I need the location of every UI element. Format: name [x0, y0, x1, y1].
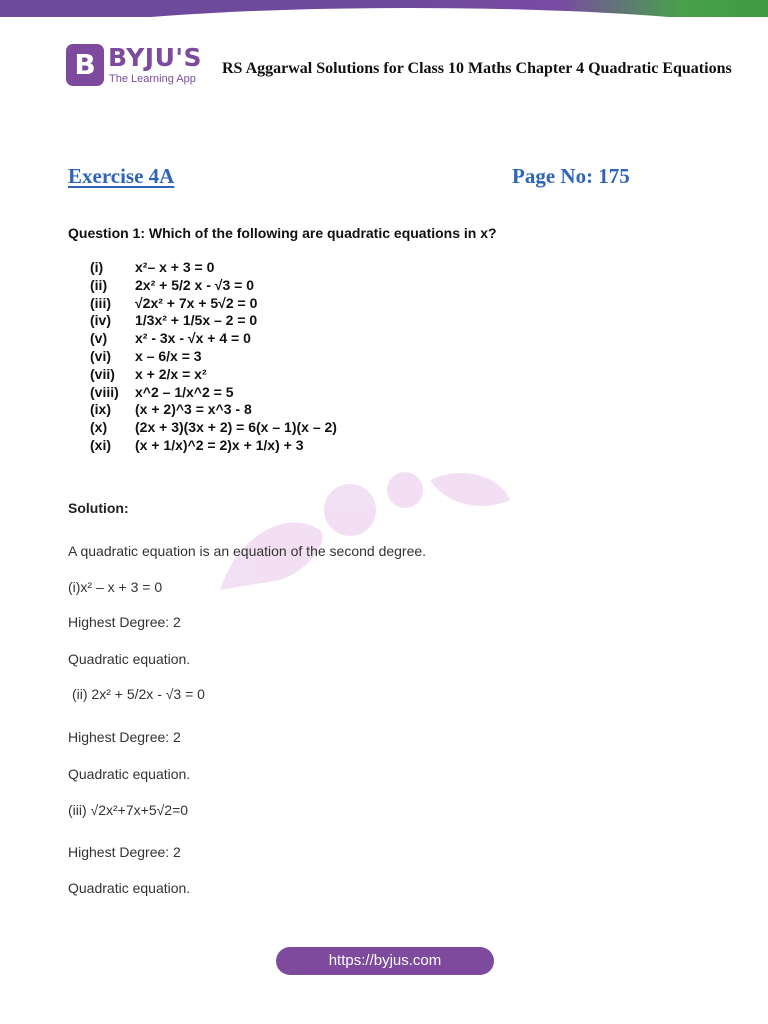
- logo-badge-icon: [66, 44, 104, 86]
- list-item: [90, 295, 337, 313]
- logo-tagline: The Learning App: [109, 73, 196, 85]
- solution-label: Solution:: [68, 500, 129, 516]
- item-number: (vii): [90, 365, 115, 382]
- item-number: (xi): [90, 436, 111, 453]
- item-equation: (x + 2)^3 = x^3 - 8: [135, 401, 252, 418]
- item-equation: (2x + 3)(3x + 2) = 6(x – 1)(x – 2): [135, 419, 337, 436]
- item-equation: x – 6/x = 3: [135, 347, 202, 364]
- item-equation: √2x² + 7x + 5√2 = 0: [135, 294, 258, 311]
- item-number: (iv): [90, 312, 111, 329]
- solution-degree-ii: Highest Degree: 2: [68, 729, 181, 745]
- solution-result-i: Quadratic equation.: [68, 651, 191, 667]
- list-item: [90, 437, 337, 455]
- list-item: [90, 384, 337, 402]
- item-number: (ii): [90, 276, 108, 293]
- equation-list: [90, 259, 337, 455]
- item-equation: (x + 1/x)^2 = 2)x + 1/x) + 3: [135, 436, 304, 453]
- list-item: [90, 312, 337, 330]
- solution-degree-iii: Highest Degree: 2: [68, 844, 181, 860]
- item-equation: x² - 3x - √x + 4 = 0: [135, 330, 251, 347]
- logo-brand-name: BYJU'S: [108, 43, 203, 72]
- list-item: [90, 401, 337, 419]
- watermark-logo: [200, 470, 530, 600]
- list-item: [90, 366, 337, 384]
- solution-result-ii: Quadratic equation.: [68, 766, 191, 782]
- item-number: (ix): [90, 401, 111, 418]
- solution-equation-ii: (ii) 2x² + 5/2x - √3 = 0: [72, 686, 205, 702]
- item-number: (vi): [90, 347, 111, 364]
- exercise-heading: Exercise 4A: [68, 164, 175, 188]
- question-text: Question 1: Which of the following are quadratic equations in x?: [68, 225, 497, 241]
- item-number: (x): [90, 419, 108, 436]
- page-number: Page No: 175: [512, 164, 630, 188]
- list-item: [90, 277, 337, 295]
- watermark-shape: [200, 470, 530, 600]
- item-equation: x + 2/x = x²: [135, 365, 207, 382]
- item-equation: 2x² + 5/2 x - √3 = 0: [135, 276, 254, 293]
- byjus-logo: [66, 44, 206, 88]
- item-number: (i): [90, 259, 104, 275]
- logo-badge-letter: B: [74, 48, 96, 81]
- solution-intro: A quadratic equation is an equation of the second degree.: [68, 543, 427, 559]
- solution-degree-i: Highest Degree: 2: [68, 614, 181, 630]
- item-equation: 1/3x² + 1/5x – 2 = 0: [135, 312, 258, 329]
- list-item: [90, 330, 337, 348]
- list-item: [90, 348, 337, 366]
- item-equation: x²– x + 3 = 0: [135, 259, 215, 275]
- item-equation: x^2 – 1/x^2 = 5: [135, 383, 234, 400]
- list-item: [90, 259, 337, 277]
- solution-equation-i: (i)x² – x + 3 = 0: [68, 579, 163, 595]
- solution-equation-iii: (iii) √2x²+7x+5√2=0: [68, 802, 189, 818]
- footer-url-link[interactable]: https://byjus.com: [276, 947, 494, 975]
- item-number: (iii): [90, 294, 111, 311]
- item-number: (v): [90, 330, 108, 347]
- top-brand-bar: [0, 0, 768, 17]
- list-item: [90, 419, 337, 437]
- item-number: (viii): [90, 383, 119, 400]
- document-title: RS Aggarwal Solutions for Class 10 Maths Chapter 4 Quadratic Equations: [222, 60, 732, 77]
- solution-result-iii: Quadratic equation.: [68, 880, 191, 896]
